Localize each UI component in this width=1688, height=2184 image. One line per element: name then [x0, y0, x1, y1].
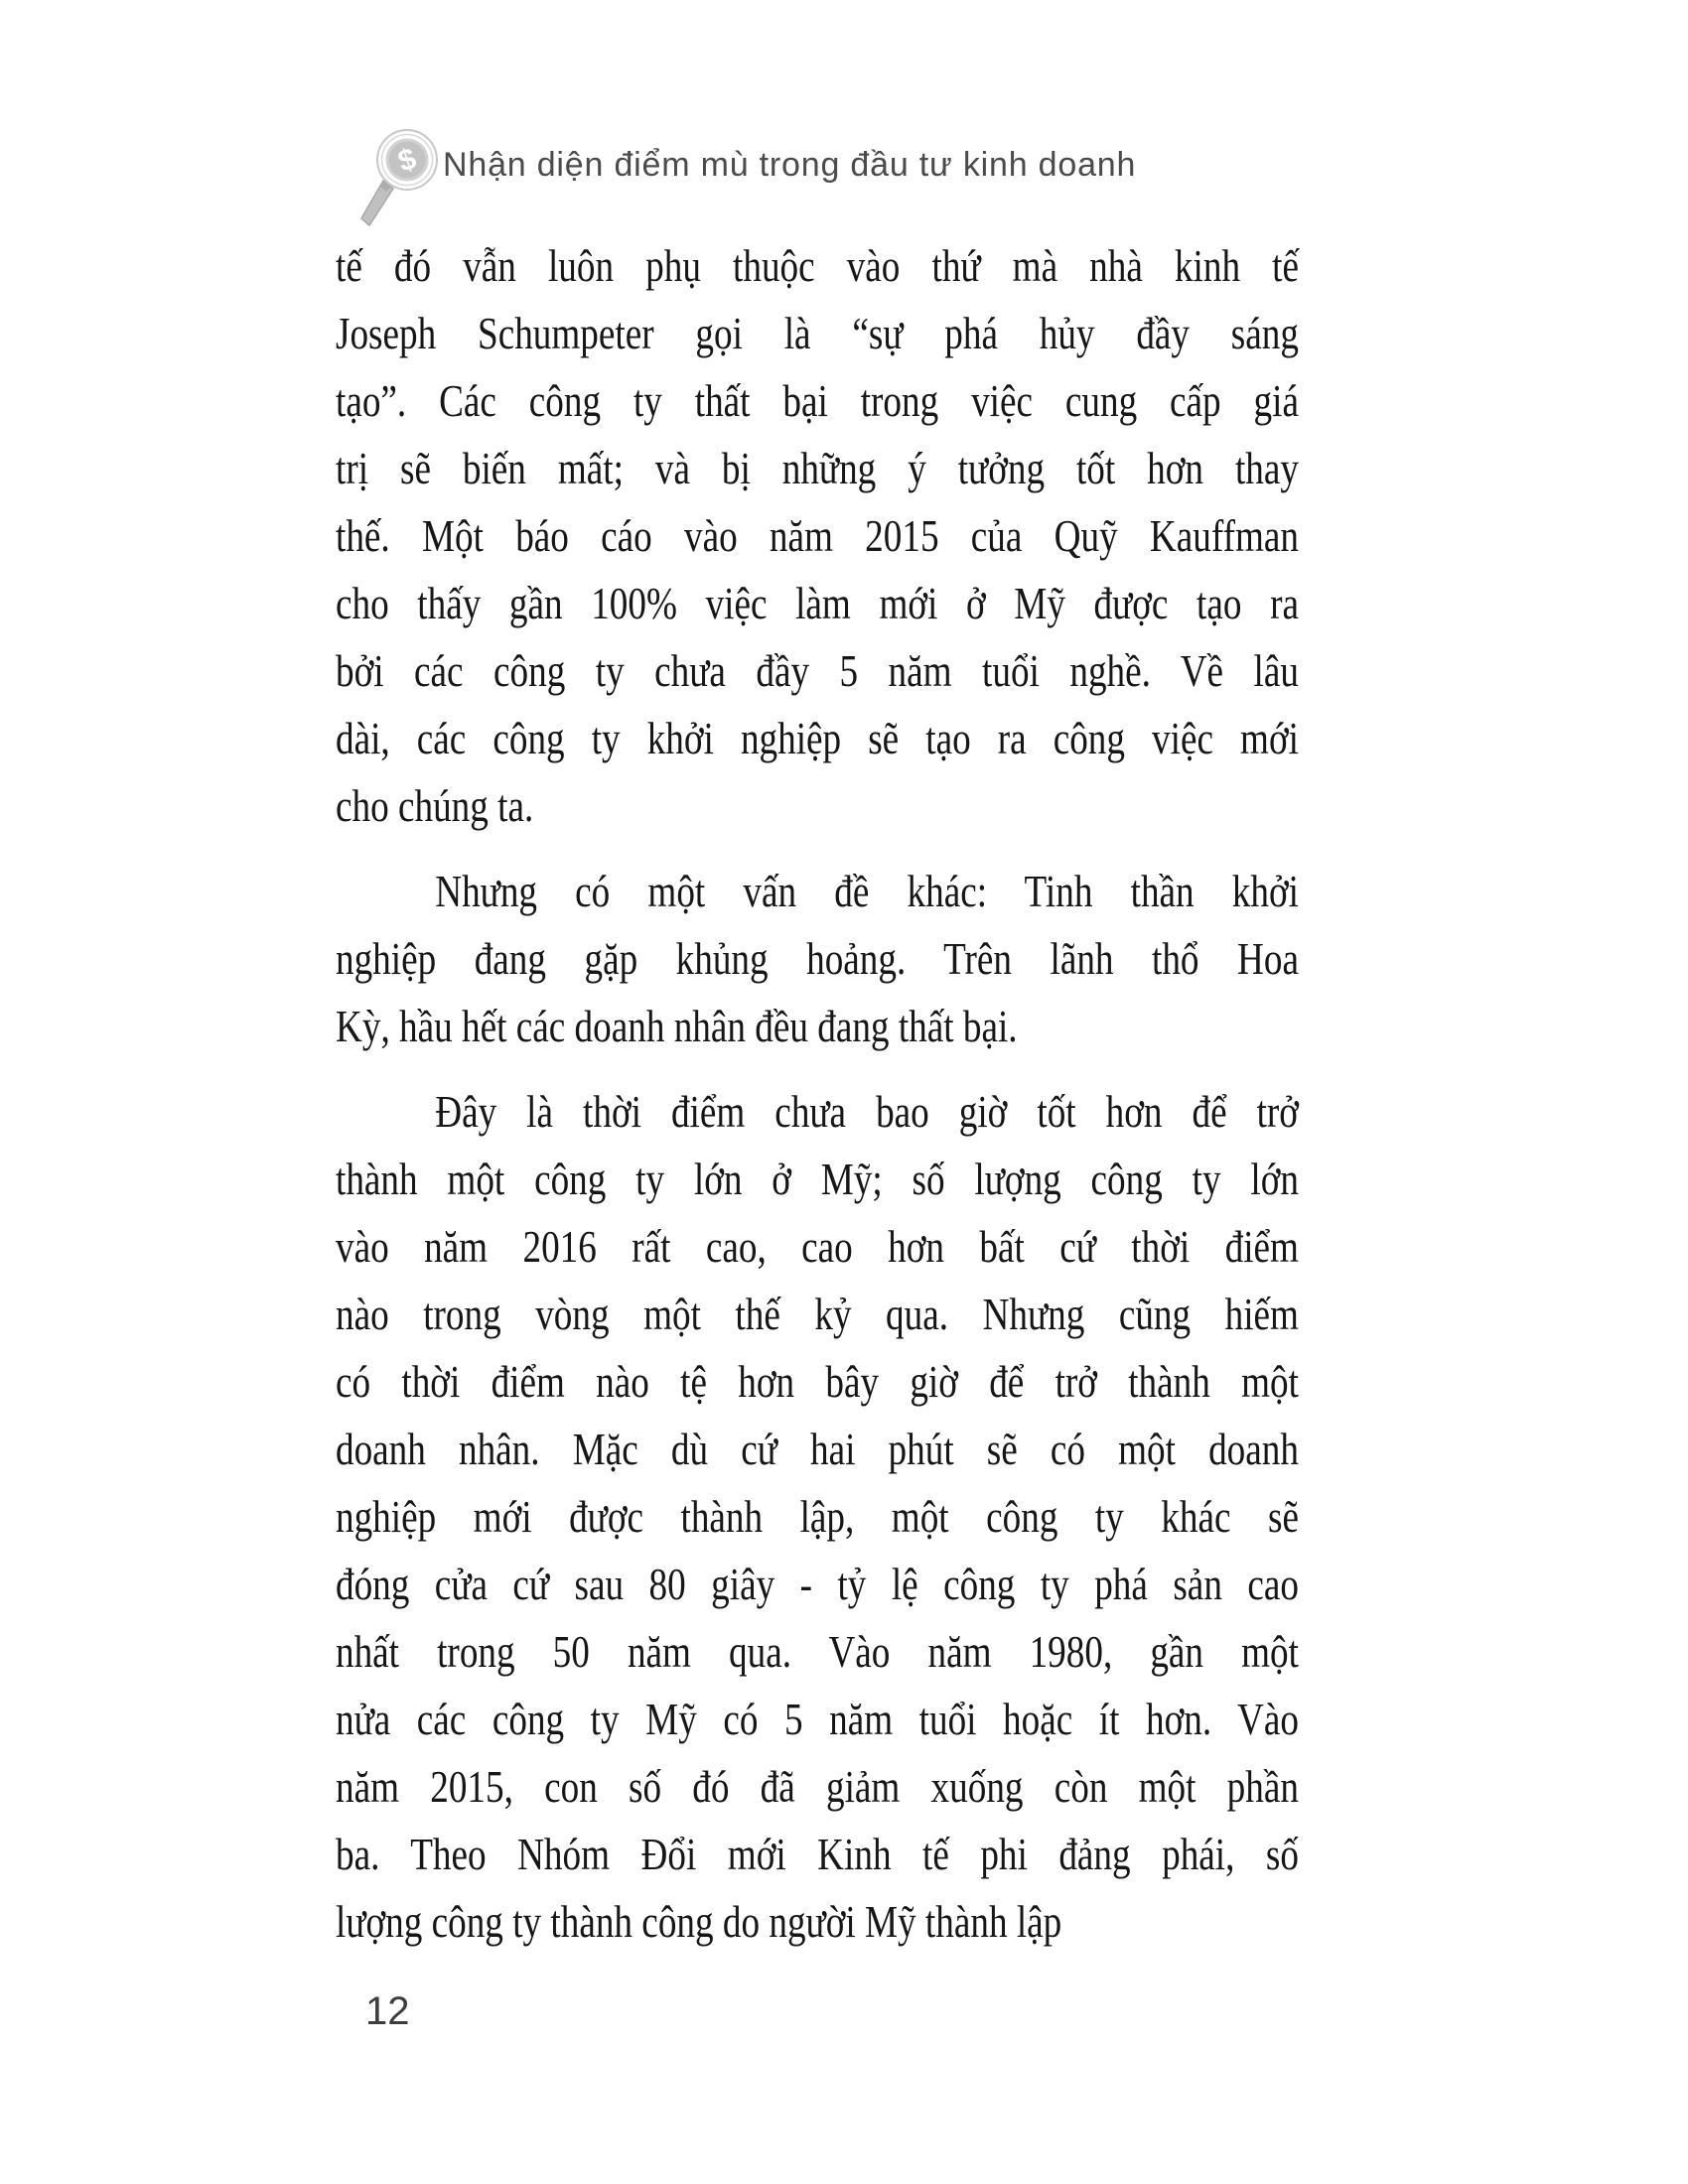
text-line: dài, các công ty khởi nghiệp sẽ tạo ra công việc mới [336, 713, 1299, 763]
text-line: đóng cửa cứ sau 80 giây - tỷ lệ công ty phá sản cao [336, 1559, 1299, 1609]
text-line: tạo”. Các công ty thất bại trong việc cung cấp giá [336, 375, 1299, 426]
text-line: Kỳ, hầu hết các doanh nhân đều đang thất bại. [336, 1001, 1018, 1051]
page-header-title: Nhận diện điểm mù trong đầu tư kinh doanh [443, 146, 1137, 184]
text-line: bởi các công ty chưa đầy 5 năm tuổi nghề. Về lâu [336, 645, 1299, 696]
text-line: vào năm 2016 rất cao, cao hơn bất cứ thời điểm [336, 1221, 1299, 1272]
text-line: lượng công ty thành công do người Mỹ thành lập [336, 1896, 1062, 1947]
paragraph [336, 1078, 1299, 1956]
page-number: 12 [365, 1989, 410, 2033]
paragraph [336, 858, 1299, 1060]
text-line: trị sẽ biến mất; và bị những ý tưởng tốt hơn thay [336, 443, 1299, 493]
paragraph [336, 232, 1299, 840]
text-line: có thời điểm nào tệ hơn bây giờ để trở thành một [336, 1356, 1299, 1407]
text-line: ba. Theo Nhóm Đổi mới Kinh tế phi đảng phái, số [336, 1829, 1299, 1879]
magnifier-dollar-icon [348, 123, 445, 230]
dollar-symbol: $ [394, 142, 421, 179]
text-line: Nhưng có một vấn đề khác: Tinh thần khởi [435, 866, 1299, 916]
text-line: nghiệp mới được thành lập, một công ty khác sẽ [336, 1491, 1299, 1542]
text-line: tế đó vẫn luôn phụ thuộc vào thứ mà nhà kinh tế [336, 240, 1299, 291]
text-line: doanh nhân. Mặc dù cứ hai phút sẽ có một doanh [336, 1424, 1299, 1474]
text-line: nửa các công ty Mỹ có 5 năm tuổi hoặc ít hơn. Vào [336, 1694, 1299, 1744]
text-line: Đây là thời điểm chưa bao giờ tốt hơn để trở [435, 1086, 1299, 1137]
text-line: thành một công ty lớn ở Mỹ; số lượng công ty lớn [336, 1154, 1299, 1204]
text-line: năm 2015, con số đó đã giảm xuống còn một phần [336, 1761, 1299, 1812]
body-text [336, 232, 1299, 1956]
text-line: nhất trong 50 năm qua. Vào năm 1980, gần một [336, 1626, 1299, 1677]
text-line: cho chúng ta. [336, 780, 534, 831]
text-line: thế. Một báo cáo vào năm 2015 của Quỹ Kauffman [336, 510, 1299, 561]
text-line: nào trong vòng một thế kỷ qua. Nhưng cũng hiếm [336, 1289, 1299, 1339]
text-line: cho thấy gần 100% việc làm mới ở Mỹ được tạo ra [336, 578, 1299, 628]
text-line: Joseph Schumpeter gọi là “sự phá hủy đầy sáng [336, 308, 1299, 358]
text-line: nghiệp đang gặp khủng hoảng. Trên lãnh thổ Hoa [336, 933, 1299, 984]
